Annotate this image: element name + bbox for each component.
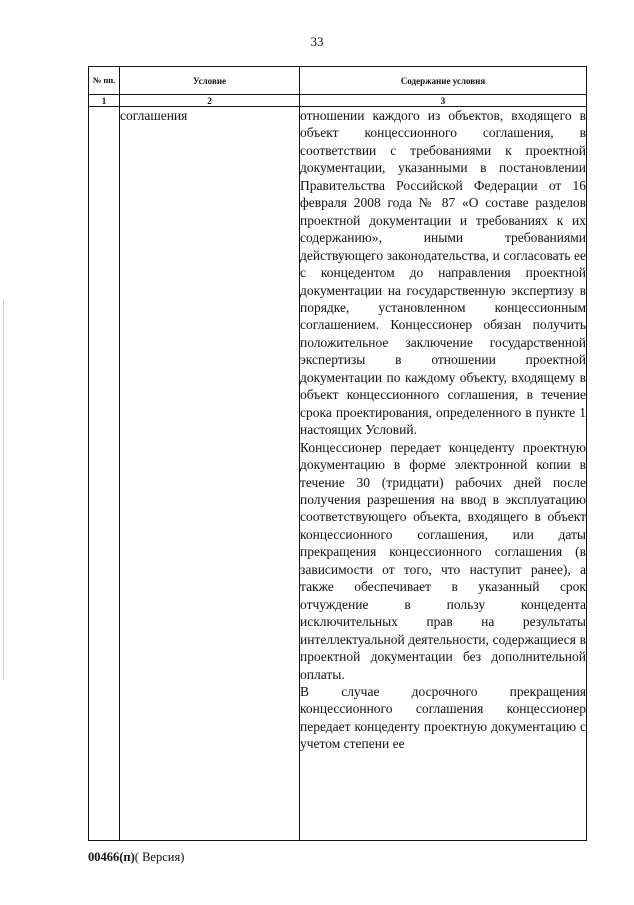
document-code: 00466(п) bbox=[88, 850, 135, 864]
content-paragraph: В случае досрочного прекращения концессионного соглашения концессионер передает концеденту проектную документацию с учетом степени ее bbox=[300, 683, 586, 752]
table-header-row bbox=[89, 67, 587, 95]
document-footer bbox=[88, 850, 184, 865]
column-index-row bbox=[89, 95, 587, 107]
row-number-cell bbox=[89, 107, 120, 841]
conditions-table bbox=[88, 66, 587, 841]
column-index: 2 bbox=[120, 95, 300, 107]
table-row bbox=[89, 107, 587, 841]
scan-margin-line bbox=[3, 300, 4, 680]
content-paragraph: Концессионер передает концеденту проектную документацию в форме электронной копии в течение 30 (тридцати) рабочих дней после получения разрешения на ввод в эксплуатацию соответствующего объекта, входящего в объект концессионного соглашения, или даты прекращения концессионного соглашения (в зависимости от того, что наступит ранее), а также обеспечивает в указанный срок отчуждение в пользу концедента исключительных прав на результаты интеллектуальной деятельности, содержащиеся в проектной документации без дополнительной оплаты. bbox=[300, 439, 586, 682]
header-condition: Условие bbox=[120, 67, 300, 95]
header-number: № пп. bbox=[89, 67, 120, 95]
column-index: 3 bbox=[300, 95, 587, 107]
header-content: Содержание условия bbox=[300, 67, 587, 95]
content-paragraph: отношении каждого из объектов, входящего в объект концессионного соглашения, в соответствии с требованиями к проектной документации, указанными в постановлении Правительства Российской Федерации от 16 февраля 2008 года № 87 «О составе разделов проектной документации и требованиях к их содержанию», иными требованиями действующего законодательства, и согласовать ее с концедентом до направления проектной документации на государственную экспертизу в порядке, установленном концессионным соглашением. Концессионер обязан получить положительное заключение государственной экспертизы в отношении проектной документации по каждому объекту, входящему в объект концессионного соглашения, в течение срока проектирования, определенного в пункте 1 настоящих Условий. bbox=[300, 108, 586, 438]
document-version: ( Версия) bbox=[134, 850, 185, 864]
column-index: 1 bbox=[89, 95, 120, 107]
content-cell bbox=[300, 107, 587, 841]
page-number: 33 bbox=[310, 34, 324, 49]
condition-cell: соглашения bbox=[120, 107, 300, 841]
